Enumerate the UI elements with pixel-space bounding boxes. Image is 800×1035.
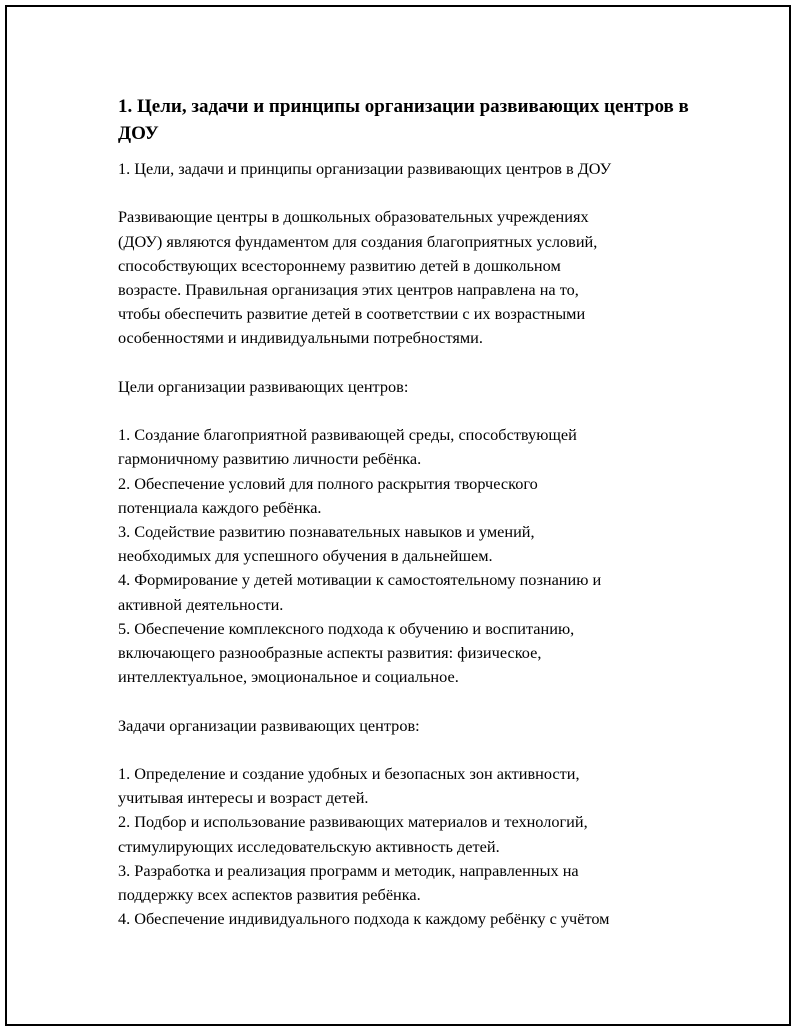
goals-line: 3. Содействие развитию познавательных навыков и умений, [118,522,535,541]
paragraph-gap [118,689,718,713]
tasks-title: Задачи организации развивающих центров: [118,715,420,735]
goals-title: Цели организации развивающих центров: [118,376,409,396]
paragraph-gap [118,399,718,423]
tasks-line: 4. Обеспечение индивидуального подхода к каждому ребёнку с учётом [118,909,610,929]
tasks-line: учитывая интересы и возраст детей. [118,788,369,808]
document-subheading: 1. Цели, задачи и принципы организации развивающих центров в ДОУ [118,159,612,178]
document-heading: 1. Цели, задачи и принципы организации развивающих центров в ДОУ [118,96,689,144]
goals-line: включающего разнообразные аспекты развития: физическое, [118,643,542,663]
goals-line: 1. Создание благоприятной развивающей среды, способствующей [118,425,577,445]
goals-line: 2. Обеспечение условий для полного раскрытия творческого [118,473,538,493]
paragraph-gap [118,738,718,762]
goals-line: гармоничному развитию личности ребёнка. [118,449,422,469]
goals-line: 5. Обеспечение комплексного подхода к обучению и воспитанию, [118,618,575,638]
tasks-line: 1. Определение и создание удобных и безопасных зон активности, [118,764,580,783]
intro-line: Развивающие центры в дошкольных образовательных учреждениях [118,207,589,227]
paragraph-gap [118,351,718,375]
intro-line: способствующих всестороннему развитию детей в дошкольном [118,255,561,275]
tasks-list [118,762,718,931]
intro-paragraph [118,205,718,350]
goals-line: интеллектуальное, эмоциональное и социальное. [118,667,459,687]
goals-line: 4. Формирование у детей мотивации к самостоятельному познанию и [118,570,602,590]
goals-line: потенциала каждого ребёнка. [118,497,322,517]
tasks-line: 3. Разработка и реализация программ и методик, направленных на [118,860,579,880]
document-content [118,93,718,931]
intro-line: чтобы обеспечить развитие детей в соответствии с их возрастными [118,304,586,324]
intro-line: возрасте. Правильная организация этих центров направлена на то, [118,280,579,299]
tasks-line: стимулирующих исследовательскую активность детей. [118,836,500,856]
goals-line: активной деятельности. [118,594,284,614]
goals-line: необходимых для успешного обучения в дальнейшем. [118,546,493,566]
tasks-line: поддержку всех аспектов развития ребёнка. [118,885,421,905]
intro-line: (ДОУ) являются фундаментом для создания благоприятных условий, [118,231,598,251]
goals-list [118,423,718,689]
paragraph-gap [118,181,718,205]
intro-line: особенностями и индивидуальными потребностями. [118,328,483,348]
tasks-line: 2. Подбор и использование развивающих материалов и технологий, [118,812,588,832]
